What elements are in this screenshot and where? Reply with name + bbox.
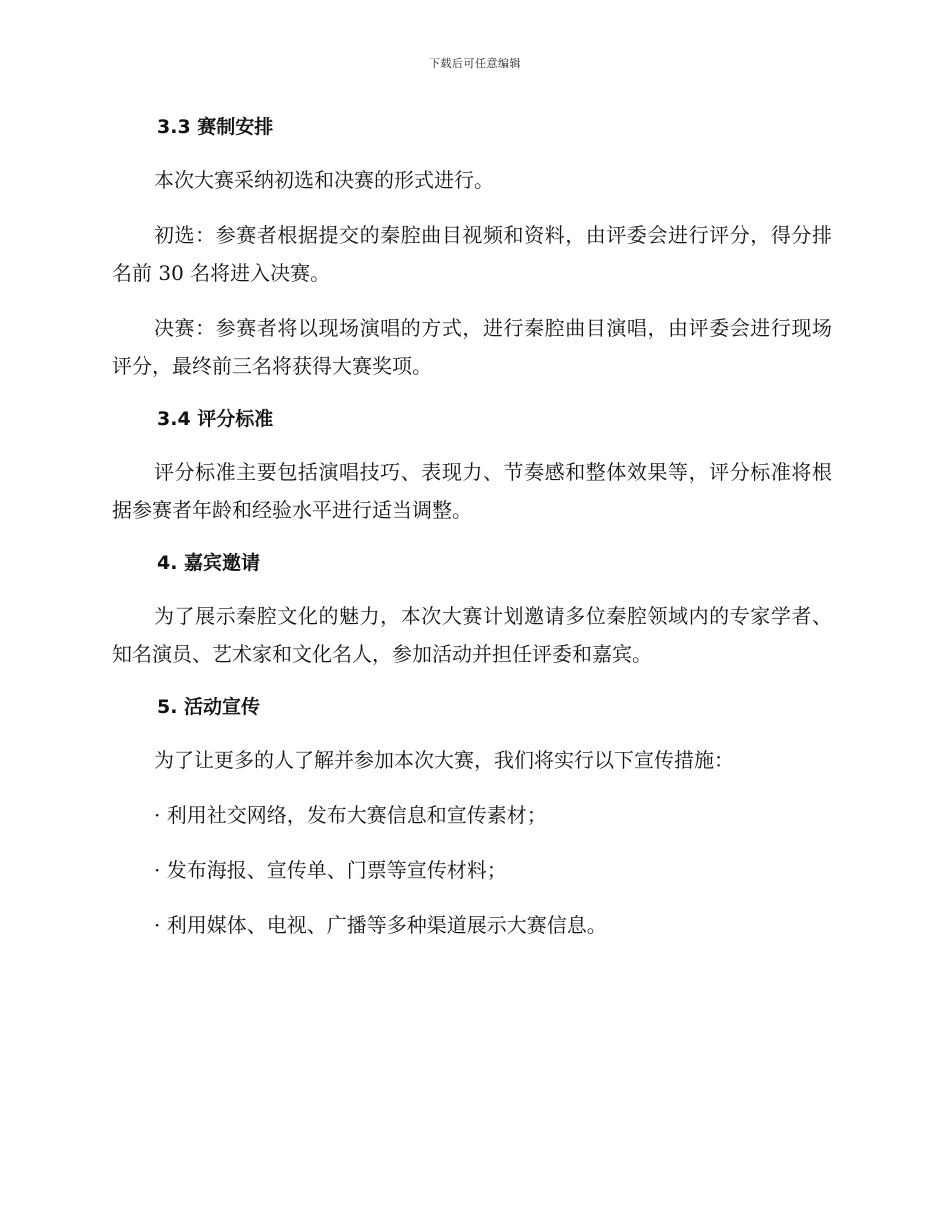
list-item: · 利用社交网络，发布大赛信息和宣传素材； (154, 803, 547, 827)
document-body (112, 110, 832, 944)
paragraph-promotion: 为了让更多的人了解并参加本次大赛，我们将实行以下宣传措施： (154, 748, 734, 772)
section-heading-3-4: 3.4 评分标准 (157, 408, 274, 430)
section-heading-5: 5. 活动宣传 (157, 696, 261, 718)
paragraph-preliminary: 初选：参赛者根据提交的秦腔曲目视频和资料，由评委会进行评分，得分排名前 30 名将进入决赛。 (112, 223, 832, 285)
section-heading-4: 4. 嘉宾邀请 (157, 552, 261, 574)
paragraph-guests: 为了展示秦腔文化的魅力，本次大赛计划邀请多位秦腔领域内的专家学者、知名演员、艺术家和文化名人，参加活动并担任评委和嘉宾。 (112, 604, 832, 666)
page-header: 下载后可任意编辑 (429, 57, 521, 70)
list-item: · 利用媒体、电视、广播等多种渠道展示大赛信息。 (154, 913, 607, 937)
section-heading-3-3: 3.3 赛制安排 (157, 116, 274, 138)
list-item: · 发布海报、宣传单、门票等宣传材料； (154, 858, 507, 882)
paragraph-format-intro: 本次大赛采纳初选和决赛的形式进行。 (154, 168, 494, 192)
paragraph-final: 决赛：参赛者将以现场演唱的方式，进行秦腔曲目演唱，由评委会进行现场评分，最终前三名将获得大赛奖项。 (112, 316, 832, 378)
paragraph-scoring: 评分标准主要包括演唱技巧、表现力、节奏感和整体效果等，评分标准将根据参赛者年龄和经验水平进行适当调整。 (112, 460, 832, 522)
